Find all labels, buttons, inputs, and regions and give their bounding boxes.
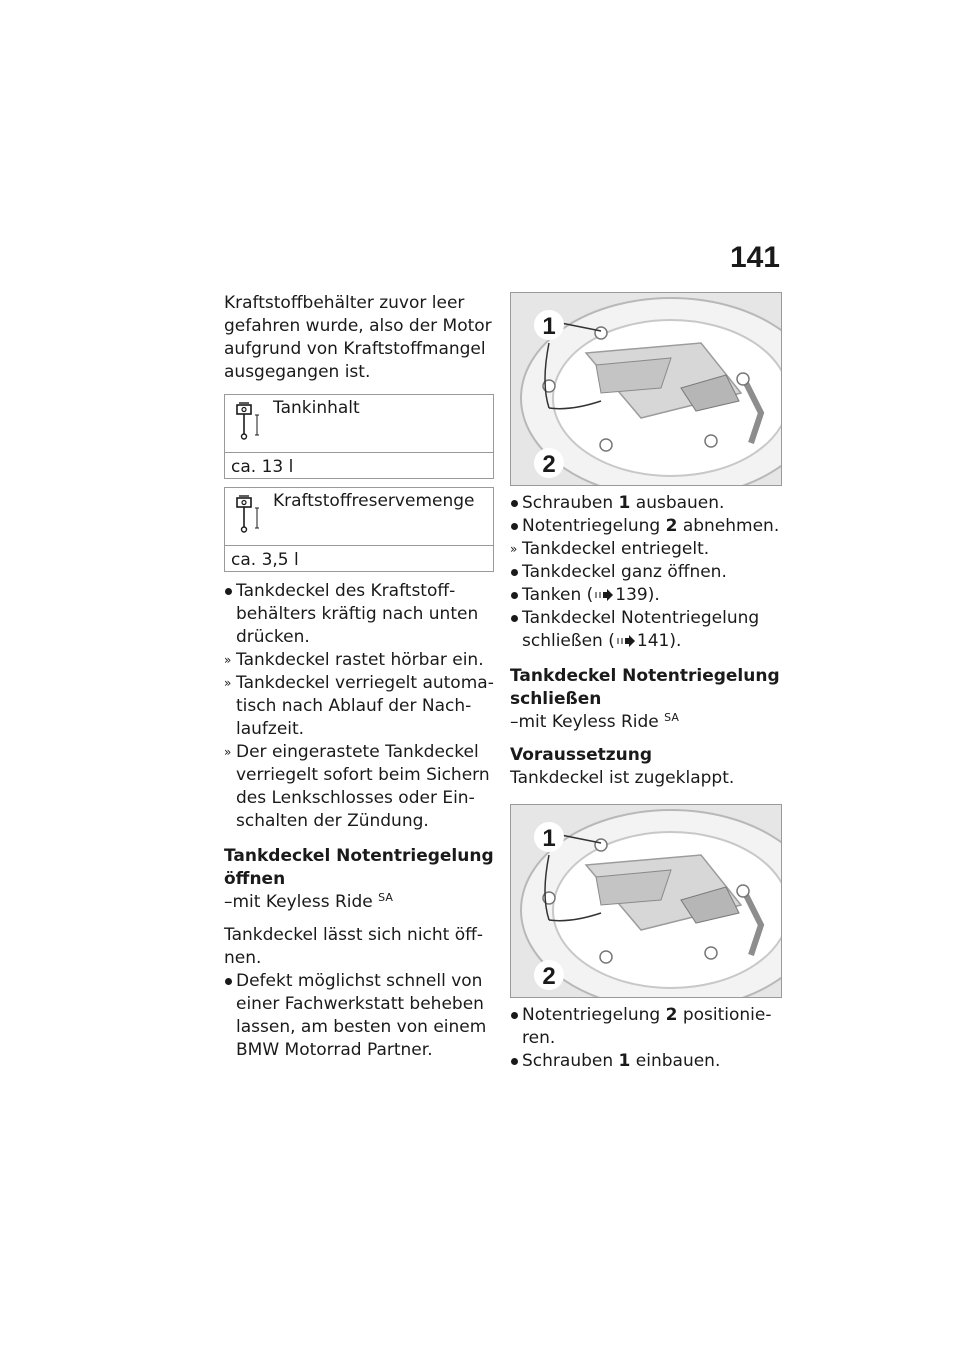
bullet-icon (511, 592, 518, 599)
step-list (510, 1004, 782, 1073)
prerequisite-heading: Voraussetzung (510, 745, 653, 765)
spec-box-tank-capacity (224, 394, 494, 479)
spec-value: ca. 13 l (231, 457, 294, 477)
left-column (224, 292, 494, 1062)
section-heading: Tankdeckel Notentriegelung öffnen (224, 846, 494, 889)
list-item: » Tankdeckel entriegelt. (510, 539, 710, 559)
page-reference-arrow-icon (595, 589, 613, 601)
bullet-icon (511, 500, 518, 507)
page-reference-arrow-icon (617, 635, 635, 647)
spec-title: Kraftstoffreservemenge (273, 491, 475, 511)
figure-fuel-cap-close (510, 804, 782, 998)
list-item: Tankdeckel des Kraftstoffbehälters kräftig nach unten drücken. (224, 580, 494, 649)
page-number: 141 (729, 241, 780, 274)
callout-label: 2 (542, 451, 556, 478)
list-item: Notentriegelung 2 abnehmen. (510, 515, 782, 538)
list-item: Tankdeckel Notentriegelung schließen ( 141). (510, 607, 782, 653)
option-line: –mit Keyless Ride $^{SA}$ (510, 711, 679, 732)
bullet-icon (511, 1012, 518, 1019)
list-item: Notentriegelung 2 positionieren. (510, 1004, 782, 1050)
callout-label: 2 (542, 963, 556, 990)
bullet-icon (225, 978, 232, 985)
step-list (224, 580, 494, 833)
result-arrow-icon: » (510, 542, 518, 556)
paragraph: Tankdeckel lässt sich nicht öffnen. (224, 925, 483, 968)
bullet-icon (225, 588, 232, 595)
bullet-icon (511, 569, 518, 576)
spec-title: Tankinhalt (273, 398, 360, 418)
fuel-pump-icon (225, 395, 273, 452)
fuel-pump-icon (225, 488, 273, 545)
right-column (510, 292, 782, 1073)
bullet-icon (511, 1058, 518, 1065)
result-arrow-icon: » (224, 745, 232, 759)
figure-fuel-cap-release (510, 292, 782, 486)
list-item: Schrauben 1 einbauen. (510, 1050, 782, 1073)
list-item: » Tankdeckel rastet hörbar ein. (224, 650, 484, 670)
page-reference[interactable]: 141 (636, 631, 670, 651)
list-item: Tanken ( 139). (510, 584, 782, 607)
callout-label: 1 (542, 313, 556, 340)
list-item: Tankdeckel ganz öffnen. (510, 561, 782, 584)
bullet-icon (511, 523, 518, 530)
result-arrow-icon: » (224, 676, 232, 690)
step-list (510, 492, 782, 653)
intro-paragraph: Kraftstoffbehälter zuvor leer gefahren wurde, also der Motor aufgrund von Kraftstoffmangel ausgegangen ist. (224, 293, 492, 382)
spec-box-fuel-reserve (224, 487, 494, 572)
list-item: Schrauben 1 ausbauen. (510, 492, 782, 515)
section-heading: Tankdeckel Notentriegelung schließen (510, 666, 780, 709)
result-arrow-icon: » (224, 653, 232, 667)
callout-label: 1 (542, 825, 556, 852)
list-item: » Tankdeckel verriegelt automatisch nach Ablauf der Nachlaufzeit. (224, 673, 494, 739)
spec-value: ca. 3,5 l (231, 550, 299, 570)
prerequisite-text: Tankdeckel ist zugeklappt. (510, 768, 735, 788)
option-line: –mit Keyless Ride $^{SA}$ (224, 891, 393, 912)
page-reference[interactable]: 139 (615, 585, 648, 605)
list-item: Defekt möglichst schnell von einer Fachwerkstatt beheben lassen, am besten von einem BMW Motorrad Partner. (224, 970, 494, 1062)
bullet-icon (511, 615, 518, 622)
list-item: » Der eingerastete Tankdeckel verriegelt sofort beim Sichern des Lenkschlosses oder Einschalten der Zündung. (224, 742, 490, 831)
step-list (224, 970, 494, 1062)
